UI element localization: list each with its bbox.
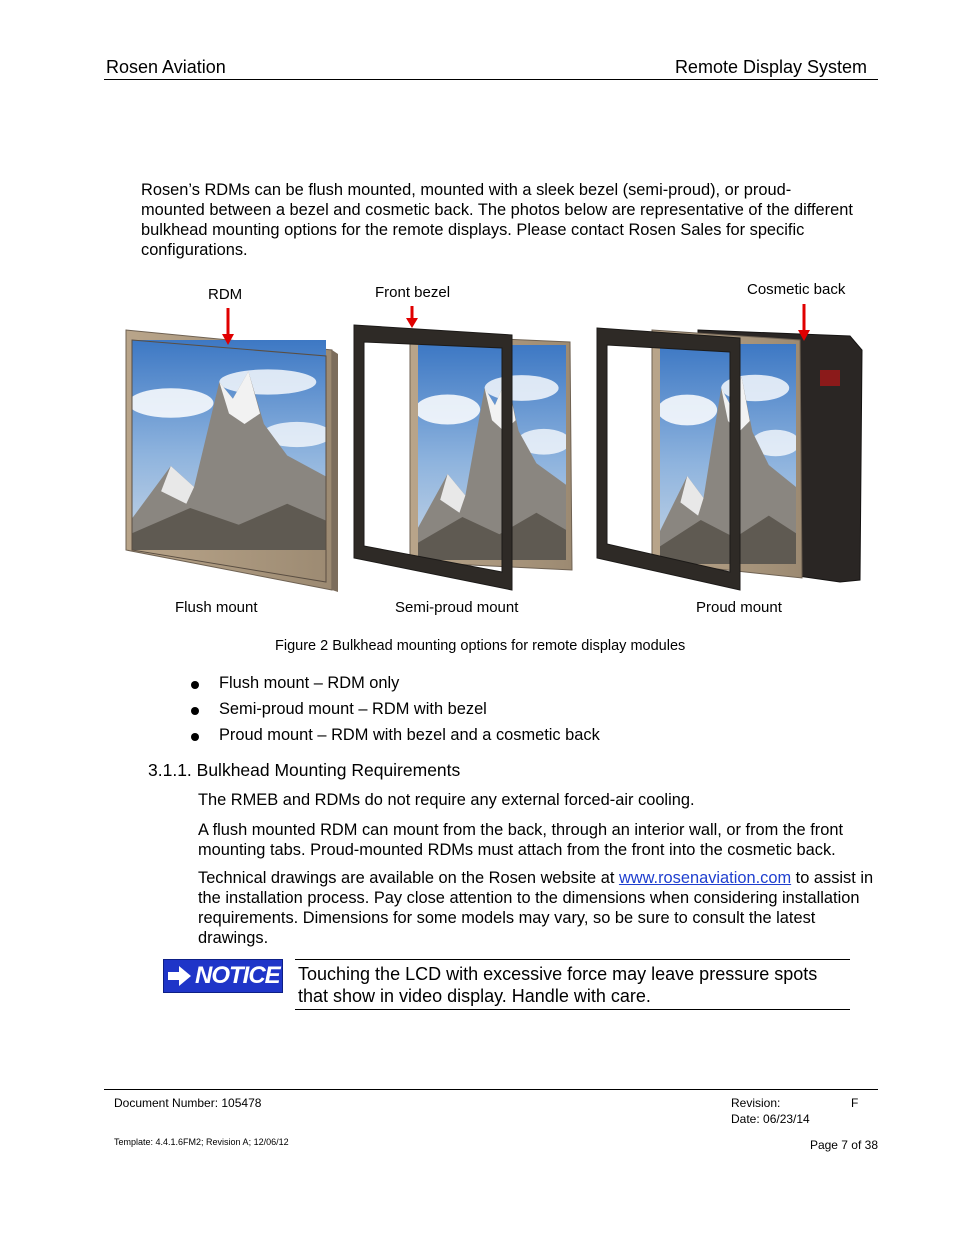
notice-top-rule — [295, 959, 850, 960]
label-semi-proud-mount: Semi-proud mount — [395, 599, 519, 616]
footer-revision-label: Revision: — [731, 1096, 781, 1110]
label-rdm: RDM — [208, 286, 243, 303]
flush-mount-rdm — [126, 330, 338, 592]
figure-caption: Figure 2 Bulkhead mounting options for remote display modules — [275, 638, 686, 654]
label-front-bezel: Front bezel — [375, 284, 451, 301]
label-proud-mount: Proud mount — [696, 599, 782, 616]
footer-doc-number: Document Number: 105478 — [114, 1096, 262, 1110]
footer-revision-value: F — [851, 1096, 859, 1110]
header-right: Remote Display System — [674, 57, 867, 77]
proud-rdm — [652, 330, 802, 578]
mounting-options-illustration — [120, 300, 870, 595]
notice-bottom-rule — [295, 1009, 850, 1010]
label-cosmetic-back: Cosmetic back — [747, 281, 846, 298]
bullet-dot-icon — [191, 733, 199, 741]
notice-badge — [163, 959, 283, 993]
header-left: Rosen Aviation — [106, 57, 226, 77]
footer-date: Date: 06/23/14 — [731, 1112, 810, 1126]
header-rule — [104, 79, 878, 80]
semi-proud-rdm — [410, 335, 572, 570]
notice-badge-label: NOTICE — [195, 962, 280, 989]
label-flush-mount: Flush mount — [175, 599, 258, 616]
section-paragraph-1: The RMEB and RDMs do not require any external forced-air cooling. — [198, 791, 695, 809]
footer-rule — [104, 1089, 878, 1090]
section-paragraph-3: Technical drawings are available on the Rosen website at www.rosenaviation.com to assist in the installation process. Pay close attention to the dimensions when considering installation requirements. Dimensions for some models may vary, so be sure to consult the latest drawings. — [198, 869, 874, 947]
footer-template: Template: 4.4.1.6FM2; Revision A; 12/06/12 — [114, 1137, 289, 1147]
arrow-front-bezel — [406, 306, 418, 328]
rosen-website-link[interactable]: www.rosenaviation.com — [618, 869, 792, 887]
right-arrow-icon — [167, 964, 193, 988]
bullet-dot-icon — [191, 707, 199, 715]
intro-paragraph: Rosen’s RDMs can be flush mounted, mounted with a sleek bezel (semi-proud), or proud-mounted between a bezel and cosmetic back. The photos below are representative of the different bulkhead mounting options for the remote displays. Please contact Rosen Sales for specific configurations. — [141, 181, 853, 259]
section-paragraph-2: A flush mounted RDM can mount from the back, through an interior wall, or from the front mounting tabs. Proud-mounted RDMs must attach from the front into the cosmetic back. — [198, 821, 843, 859]
footer-page-number: Page 7 of 38 — [809, 1138, 878, 1152]
bullet-dot-icon — [191, 681, 199, 689]
section-heading: 3.1.1. Bulkhead Mounting Requirements — [148, 760, 461, 780]
notice-text: Touching the LCD with excessive force may leave pressure spots that show in video display. Handle with care. — [298, 964, 818, 1006]
